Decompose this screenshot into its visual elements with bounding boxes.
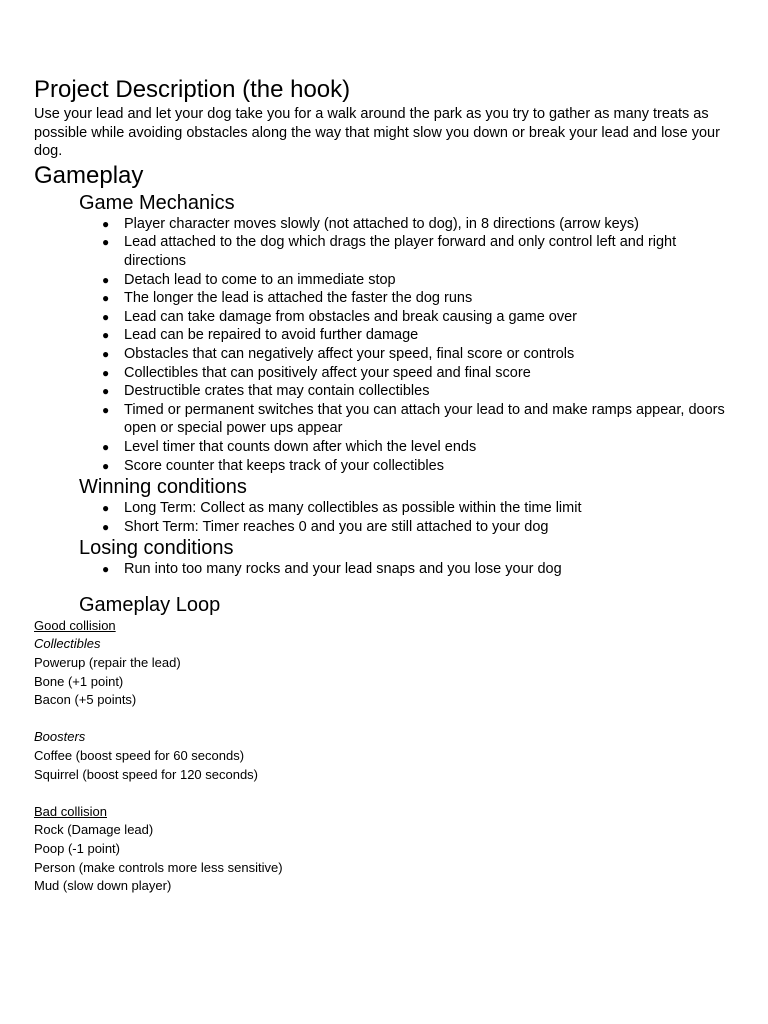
- list-item: ● Lead attached to the dog which drags the player forward and only control left and right directions: [102, 234, 677, 269]
- bullet-icon: ●: [102, 365, 110, 380]
- list-item: ● Lead can be repaired to avoid further damage: [102, 327, 419, 344]
- list-item: ● Timed or permanent switches that you can attach your lead to and make ramps appear, doors open or special power ups appear: [102, 401, 725, 437]
- bad-collision-item: Person (make controls more less sensitive): [34, 859, 283, 875]
- list-item: ● Run into too many rocks and your lead snaps and you lose your dog: [102, 561, 562, 578]
- list-item: ● Player character moves slowly (not attached to dog), in 8 directions (arrow keys): [102, 215, 639, 232]
- game-mechanics-list: [34, 215, 728, 475]
- bullet-icon: ●: [102, 346, 110, 361]
- bullet-icon: ●: [102, 519, 110, 534]
- boosters-label: Boosters: [34, 729, 86, 745]
- bullet-icon: ●: [102, 402, 110, 417]
- bullet-icon: ●: [102, 328, 110, 343]
- bad-collision-item: Rock (Damage lead): [34, 822, 154, 838]
- list-item: ● Obstacles that can negatively affect your speed, final score or controls: [102, 345, 575, 362]
- project-heading: Project Description (the hook): [34, 76, 351, 103]
- collectible-item: Powerup (repair the lead): [34, 655, 181, 671]
- bullet-icon: ●: [102, 458, 110, 473]
- list-item: ● Long Term: Collect as many collectibles as possible within the time limit: [102, 500, 582, 517]
- list-item: ● Collectibles that can positively affect your speed and final score: [102, 364, 531, 381]
- list-item: ● Destructible crates that may contain collectibles: [102, 383, 430, 400]
- bad-collision-item: Mud (slow down player): [34, 878, 172, 894]
- bullet-icon: ●: [102, 235, 110, 250]
- losing-conditions-heading: Losing conditions: [79, 537, 234, 560]
- bad-collision-label: Bad collision: [34, 803, 107, 819]
- losing-conditions-list: [34, 560, 728, 579]
- list-item: ● Detach lead to come to an immediate stop: [102, 271, 396, 288]
- bullet-icon: ●: [102, 501, 110, 516]
- project-description: Use your lead and let your dog take you for a walk around the park as you try to gather as many treats as possible while avoiding obstacles along the way that might slow you down or break your lead and lose your dog.: [34, 106, 720, 160]
- booster-item: Squirrel (boost speed for 120 seconds): [34, 766, 259, 782]
- game-mechanics-heading: Game Mechanics: [79, 191, 235, 214]
- bad-collision-item: Poop (-1 point): [34, 841, 120, 856]
- blank-line: [34, 710, 728, 729]
- bullet-icon: ●: [102, 562, 110, 577]
- list-item: ● Short Term: Timer reaches 0 and you are still attached to your dog: [102, 518, 549, 535]
- collectible-item: Bacon (+5 points): [34, 692, 137, 708]
- blank-line: [34, 784, 728, 803]
- list-item: ● The longer the lead is attached the faster the dog runs: [102, 290, 473, 307]
- bullet-icon: ●: [102, 216, 110, 231]
- collectibles-label: Collectibles: [34, 636, 101, 652]
- bullet-icon: ●: [102, 439, 110, 454]
- bullet-icon: ●: [102, 291, 110, 306]
- winning-conditions-heading: Winning conditions: [79, 476, 247, 499]
- list-item: ● Lead can take damage from obstacles and break causing a game over: [102, 308, 577, 325]
- spacer: [34, 579, 728, 593]
- bullet-icon: ●: [102, 272, 110, 287]
- list-item: ● Level timer that counts down after which the level ends: [102, 438, 477, 455]
- collectible-item: Bone (+1 point): [34, 673, 124, 689]
- gameplay-heading: Gameplay: [34, 161, 144, 189]
- winning-conditions-list: [34, 499, 728, 536]
- gameplay-loop-heading: Gameplay Loop: [79, 593, 221, 616]
- booster-item: Coffee (boost speed for 60 seconds): [34, 748, 245, 764]
- bullet-icon: ●: [102, 309, 110, 324]
- good-collision-label: Good collision: [34, 617, 116, 633]
- bullet-icon: ●: [102, 384, 110, 399]
- list-item: ● Score counter that keeps track of your collectibles: [102, 457, 444, 474]
